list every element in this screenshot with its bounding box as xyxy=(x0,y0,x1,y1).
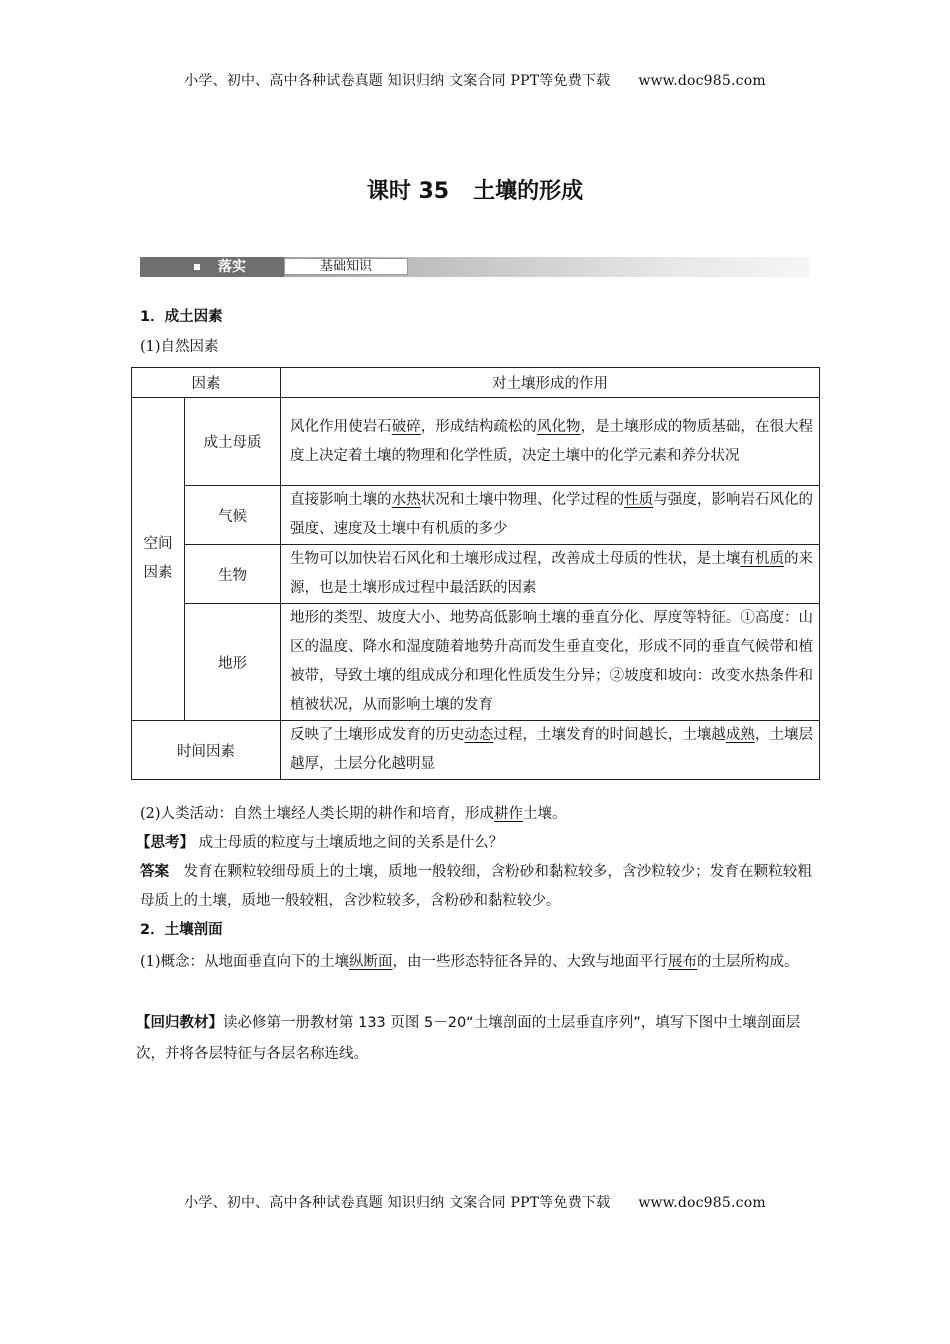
effect-terrain: 地形的类型、坡度大小、地势高低影响土壤的垂直分化、厚度等特征。①高度：山区的温度、降水和湿度随着地势升高而发生垂直变化，形成不同的垂直气候带和植被带，导致土壤的组成成分和理化性质发生分异；②坡度和坡向：改变水热条件和植被状况，从而影响土壤的发育 xyxy=(281,604,820,721)
blank-answer: 水热 xyxy=(391,492,421,508)
heading-2: 2．土壤剖面 xyxy=(140,922,223,938)
table-row xyxy=(132,486,820,545)
banner-text: 小学、初中、高中各种试卷真题 知识归纳 文案合同 PPT等免费下载 xyxy=(184,1195,611,1211)
blank-answer: 性质 xyxy=(624,492,654,508)
square-icon xyxy=(194,264,200,270)
section-bar xyxy=(140,257,810,277)
blank-answer: 展布 xyxy=(668,954,698,970)
table-row xyxy=(132,545,820,604)
factor-time: 时间因素 xyxy=(132,721,281,780)
blank-answer: 纵断面 xyxy=(349,954,393,970)
section-tag-label: 落实 xyxy=(218,259,246,275)
blank-answer: 有机质 xyxy=(740,551,784,567)
header-factor: 因素 xyxy=(132,368,281,398)
page-title xyxy=(0,174,950,205)
effect-biology: 生物可以加快岩石风化和土壤形成过程，改善成土母质的性状，是土壤有机质的来源，也是土壤形成过程中最活跃的因素 xyxy=(281,545,820,604)
think-tag: 【思考】 xyxy=(136,835,194,851)
group-space-factors: 空间因素 xyxy=(132,398,185,721)
table-row xyxy=(132,721,820,780)
review-tag: 【回归教材】 xyxy=(136,1015,223,1031)
title-lesson: 课时 35 xyxy=(366,179,450,204)
header-effect: 对土壤形成的作用 xyxy=(281,368,820,398)
factor-table xyxy=(131,367,820,780)
answer-block xyxy=(140,858,812,916)
answer-tag: 答案 xyxy=(140,864,170,880)
banner-url[interactable]: www.doc985.com xyxy=(638,73,766,89)
section-tag xyxy=(140,257,284,277)
effect-climate: 直接影响土壤的水热状况和土壤中物理、化学过程的性质与强度，影响岩石风化的强度、速度及土壤中有机质的多少 xyxy=(281,486,820,545)
table-header-row xyxy=(132,368,820,398)
banner-text: 小学、初中、高中各种试卷真题 知识归纳 文案合同 PPT等免费下载 xyxy=(184,73,611,89)
title-topic: 土壤的形成 xyxy=(473,179,584,204)
factor-climate: 气候 xyxy=(185,486,281,545)
top-banner xyxy=(0,70,950,90)
table-row xyxy=(132,604,820,721)
blank-answer: 破碎 xyxy=(391,418,421,435)
banner-url[interactable]: www.doc985.com xyxy=(638,1195,766,1211)
table-row xyxy=(132,398,820,486)
profile-concept: (1)概念：从地面垂直向下的土壤纵断面，由一些形态特征各异的、大致与地面平行展布的土层所构成。 xyxy=(140,954,799,970)
effect-time: 反映了土壤形成发育的历史动态过程，土壤发育的时间越长，土壤越成熟，土壤层越厚，土层分化越明显 xyxy=(281,721,820,780)
factor-biology: 生物 xyxy=(185,545,281,604)
blank-answer: 动态 xyxy=(464,727,494,743)
subheading-natural: (1)自然因素 xyxy=(140,339,219,355)
factor-terrain: 地形 xyxy=(185,604,281,721)
answer-text: 发育在颗粒较细母质上的土壤，质地一般较细，含粉砂和黏粒较多，含沙粒较少；发育在颗粒较粗母质上的土壤，质地一般较粗，含沙粒较多，含粉砂和黏粒较少。 xyxy=(140,864,813,909)
heading-1: 1．成土因素 xyxy=(140,309,223,325)
section-label: 基础知识 xyxy=(284,258,408,275)
think-question: 【思考】 成土母质的粒度与土壤质地之间的关系是什么？ xyxy=(136,835,504,851)
factor-parent-material: 成土母质 xyxy=(185,398,281,486)
effect-parent-material: 风化作用使岩石破碎，形成结构疏松的风化物，是土壤形成的物质基础，在很大程度上决定着土壤的物理和化学性质，决定土壤中的化学元素和养分状况 xyxy=(281,398,820,486)
bottom-banner xyxy=(0,1192,950,1212)
blank-answer: 成熟 xyxy=(725,727,755,743)
review-textbook xyxy=(136,1008,808,1070)
blank-answer: 耕作 xyxy=(494,806,524,822)
human-activity: (2)人类活动：自然土壤经人类长期的耕作和培育，形成耕作土壤。 xyxy=(140,806,567,822)
review-text: 读必修第一册教材第 133 页图 5－20“土壤剖面的土层垂直序列”，填写下图中土壤剖面层次，并将各层特征与各层名称连线。 xyxy=(136,1015,801,1062)
blank-answer: 风化物 xyxy=(537,418,581,435)
